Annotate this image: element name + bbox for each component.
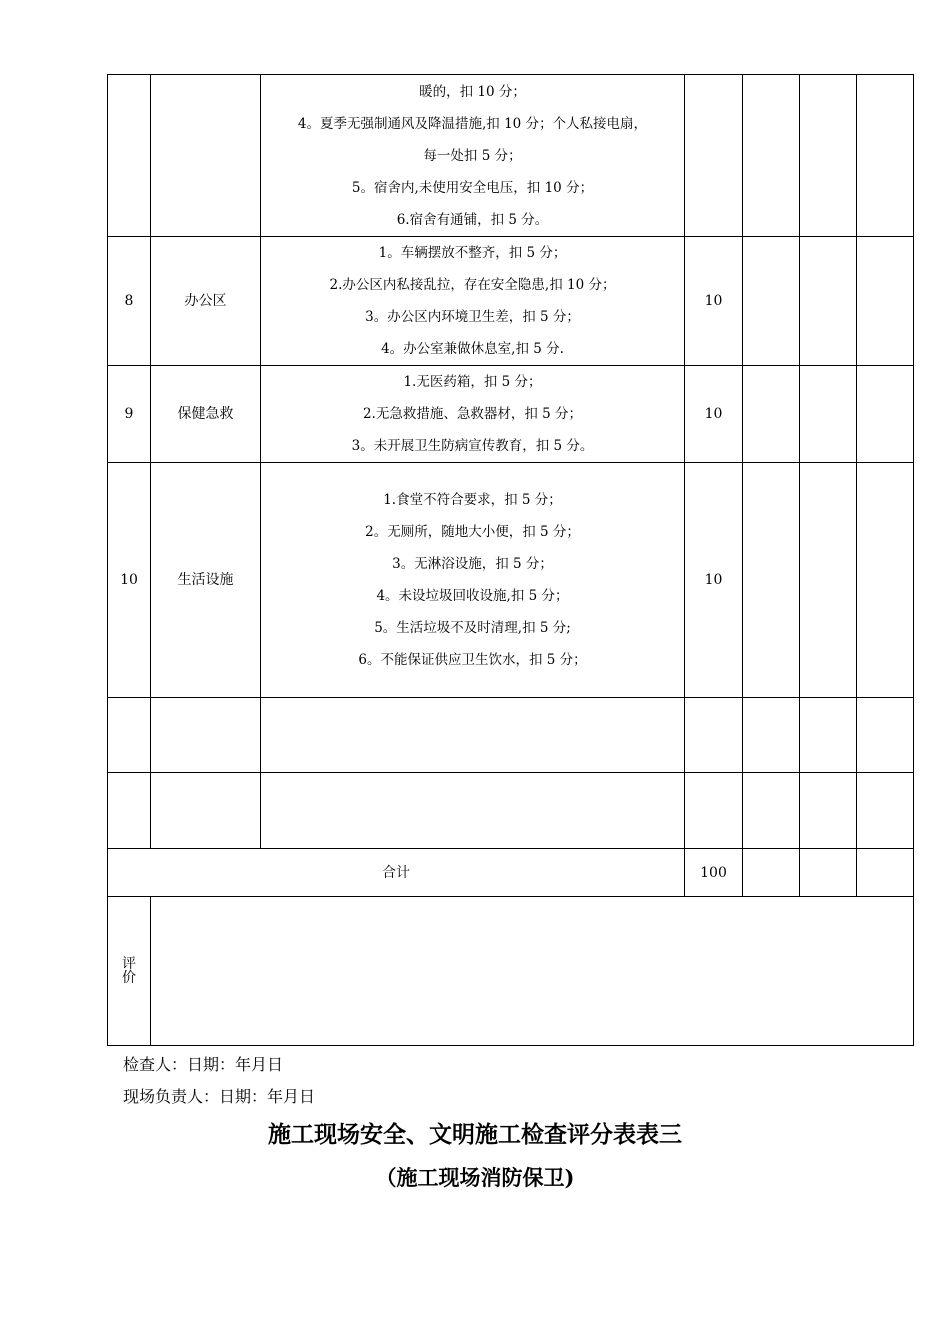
inspector-signature-line: 检查人：日期：年月日 <box>123 1055 284 1074</box>
criteria-line: 1。车辆摆放不整齐，扣 5 分； <box>378 245 567 261</box>
evaluation-label: 评 价 <box>108 897 151 1046</box>
deduction-criteria <box>261 237 685 366</box>
criteria-line: 2。无厕所，随地大小便，扣 5 分； <box>365 524 580 540</box>
score-cell <box>857 366 914 463</box>
next-table-subtitle: （施工现场消防保卫) <box>375 1165 575 1190</box>
table-row <box>108 463 914 698</box>
score-cell <box>743 849 800 897</box>
score-cell <box>857 849 914 897</box>
empty-row <box>108 698 914 773</box>
criteria-line: 3。办公区内环境卫生差，扣 5 分； <box>365 309 580 325</box>
item-name: 保健急救 <box>151 366 261 463</box>
score-cell <box>800 75 857 237</box>
deduction-criteria <box>261 463 685 698</box>
inspection-score-table <box>107 74 914 1046</box>
row-number: 10 <box>108 463 151 698</box>
score-cell <box>857 237 914 366</box>
score-cell <box>743 463 800 698</box>
score-cell <box>743 366 800 463</box>
criteria-line: 2.无急救措施、急救器材，扣 5 分； <box>362 406 583 422</box>
criteria-line: 2.办公区内私接乱拉，存在安全隐患,扣 10 分； <box>329 277 616 293</box>
deduction-criteria <box>261 366 685 463</box>
table-row <box>108 75 914 237</box>
item-name: 办公区 <box>151 237 261 366</box>
score-cell <box>743 237 800 366</box>
criteria-line: 每一处扣 5 分； <box>423 147 522 164</box>
total-label: 合计 <box>108 849 685 897</box>
criteria-line: 6.宿舍有通铺，扣 5 分。 <box>396 211 549 228</box>
score-cell <box>800 366 857 463</box>
total-row <box>108 849 914 897</box>
evaluation-area <box>151 897 914 1046</box>
score-cell <box>857 463 914 698</box>
score-cell <box>743 75 800 237</box>
criteria-line: 5。宿舍内,未使用安全电压，扣 10 分； <box>351 179 594 196</box>
evaluation-row <box>108 897 914 1046</box>
empty-row <box>108 773 914 849</box>
full-score: 10 <box>685 463 743 698</box>
table-row <box>108 366 914 463</box>
item-name <box>151 75 261 237</box>
full-score <box>685 75 743 237</box>
item-name: 生活设施 <box>151 463 261 698</box>
criteria-line: 4。办公室兼做休息室,扣 5 分. <box>381 341 564 357</box>
deduction-criteria <box>261 75 685 237</box>
score-cell <box>857 75 914 237</box>
score-cell <box>800 849 857 897</box>
row-number <box>108 75 151 237</box>
full-score: 10 <box>685 237 743 366</box>
criteria-line: 3。未开展卫生防病宣传教育，扣 5 分。 <box>351 438 594 454</box>
table-row <box>108 237 914 366</box>
score-cell <box>800 463 857 698</box>
row-number: 9 <box>108 366 151 463</box>
next-table-title: 施工现场安全、文明施工检查评分表表三 <box>268 1121 682 1148</box>
site-manager-signature-line: 现场负责人：日期：年月日 <box>123 1087 316 1106</box>
criteria-line: 4。未设垃圾回收设施,扣 5 分； <box>376 588 569 604</box>
criteria-line: 6。不能保证供应卫生饮水，扣 5 分； <box>358 652 587 668</box>
criteria-line: 4。夏季无强制通风及降温措施,扣 10 分；个人私接电扇， <box>297 115 648 132</box>
score-cell <box>800 237 857 366</box>
criteria-line: 暖的，扣 10 分； <box>419 83 526 100</box>
criteria-line: 1.无医药箱，扣 5 分； <box>403 374 542 390</box>
total-score: 100 <box>685 849 743 897</box>
criteria-line: 3。无淋浴设施，扣 5 分； <box>392 556 553 572</box>
criteria-line: 5。生活垃圾不及时清理,扣 5 分; <box>374 620 571 636</box>
full-score: 10 <box>685 366 743 463</box>
row-number: 8 <box>108 237 151 366</box>
criteria-line: 1.食堂不符合要求，扣 5 分； <box>383 492 562 508</box>
